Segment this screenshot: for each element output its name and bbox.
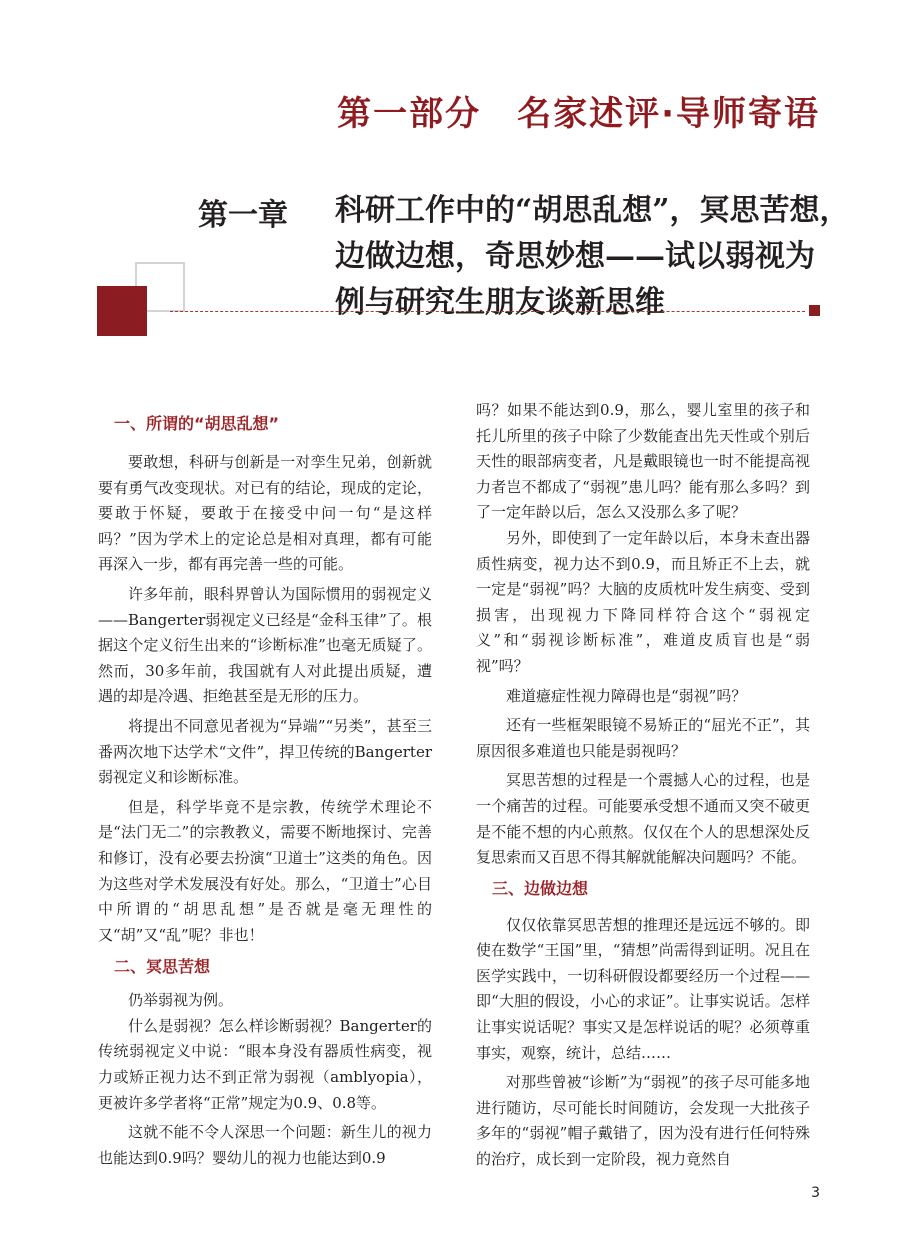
chapter-label: 第一章: [198, 198, 288, 233]
paragraph: 冥思苦想的过程是一个震撼人心的过程，也是一个痛苦的过程。可能要承受想不通而又突不破更是不能不想的内心煎熬。仅仅在个人的思想深处反复思索而又百思不得其解就能解决问题吗？不能。: [476, 771, 810, 867]
paragraph: 许多年前，眼科界曾认为国际惯用的弱视定义——Bangerter弱视定义已经是“金科玉律”了。根据这个定义衍生出来的“诊断标准”也毫无质疑了。然而，30多年前，我国就有人对此提出质疑，遭遇的却是冷遇、拒绝甚至是无形的压力。: [98, 584, 432, 706]
paragraph: 什么是弱视？怎么样诊断弱视？Bangerter的传统弱视定义中说：“眼本身没有器质性病变，视力或矫正视力达不到正常为弱视（amblyopia），更被许多学者将“正常”规定为0.9、0.8等。: [98, 1016, 432, 1112]
paragraph: 另外，即使到了一定年龄以后，本身未查出器质性病变，视力达不到0.9，而且矫正不上去，就一定是“弱视”吗？大脑的皮质枕叶发生病变、受到损害，出现视力下降同样符合这个“弱视定义”和“弱视诊断标准”，难道皮质盲也是“弱视”吗？: [476, 528, 810, 675]
chapter-divider-line: [170, 311, 805, 312]
chapter-title: [335, 188, 850, 326]
paragraph: 要敢想，科研与创新是一对孪生兄弟，创新就要有勇气改变现状。对已有的结论，现成的定论，要敢于怀疑，要敢于在接受中问一句“是这样吗？”因为学术上的定论总是相对真理，都有可能再深入一步，都有再完善一些的可能。: [98, 453, 432, 574]
paragraph: 仅仅依靠冥思苦想的推理还是远远不够的。即使在数学“王国”里，“猜想”尚需得到证明。况且在医学实践中，一切科研假设都要经历一个过程——即“大胆的假设，小心的求证”。让事实说话。怎样让事实说话呢？事实又是怎样说话的呢？必须尊重事实，观察，统计，总结……: [476, 915, 810, 1062]
decorative-filled-square: [97, 286, 147, 336]
paragraph: 对那些曾被“诊断”为“弱视”的孩子尽可能多地进行随访，尽可能长时间随访，会发现一大批孩子多年的“弱视”帽子戴错了，因为没有进行任何特殊的治疗，成长到一定阶段，视力竟然自: [476, 1073, 810, 1169]
paragraph: 将提出不同意见者视为“异端”“另类”，甚至三番两次地下达学术“文件”，捍卫传统的Bangerter弱视定义和诊断标准。: [98, 716, 432, 787]
chapter-title-line: 科研工作中的“胡思乱想”，冥思苦想，: [335, 193, 850, 228]
section-heading-1: 一、所谓的“胡思乱想”: [114, 414, 280, 433]
right-column: [476, 398, 810, 1173]
chapter-title-line: 边做边想，奇思妙想——试以弱视为: [335, 239, 815, 274]
section-heading-2: 二、冥思苦想: [114, 957, 211, 977]
part-title: 第一部分 名家述评·导师寄语: [337, 94, 820, 134]
divider-end-square: [809, 305, 820, 316]
paragraph: 但是，科学毕竟不是宗教，传统学术理论不是“法门无二”的宗教教义，需要不断地探讨、完善和修订，没有必要去扮演“卫道士”这类的角色。因为这些对学术发展没有好处。那么，“卫道士”心目中所谓的“胡思乱想”是否就是毫无理性的又“胡”又“乱”呢？非也！: [98, 797, 432, 944]
paragraph: 还有一些框架眼镜不易矫正的“屈光不正”，其原因很多难道也只能是弱视吗？: [476, 716, 810, 760]
paragraph: 仍举弱视为例。: [128, 991, 234, 1010]
paragraph: 吗？如果不能达到0.9，那么，婴儿室里的孩子和托儿所里的孩子中除了少数能查出先天性或个别后天性的眼部病变者，凡是戴眼镜也一时不能提高视力者岂不都成了“弱视”患儿吗？能有那么多吗？到了一定年龄以后，怎么又没那么多了呢？: [476, 401, 810, 522]
left-column: [98, 398, 432, 1171]
section-heading-3: 三、边做边想: [492, 878, 589, 898]
paragraph: 难道癔症性视力障碍也是“弱视”吗？: [506, 686, 747, 705]
paragraph: 这就不能不令人深思一个问题：新生儿的视力也能达到0.9吗？婴幼儿的视力也能达到0.9: [98, 1123, 432, 1167]
page-number: 3: [811, 1185, 820, 1201]
chapter-title-line: 例与研究生朋友谈新思维: [335, 285, 665, 320]
